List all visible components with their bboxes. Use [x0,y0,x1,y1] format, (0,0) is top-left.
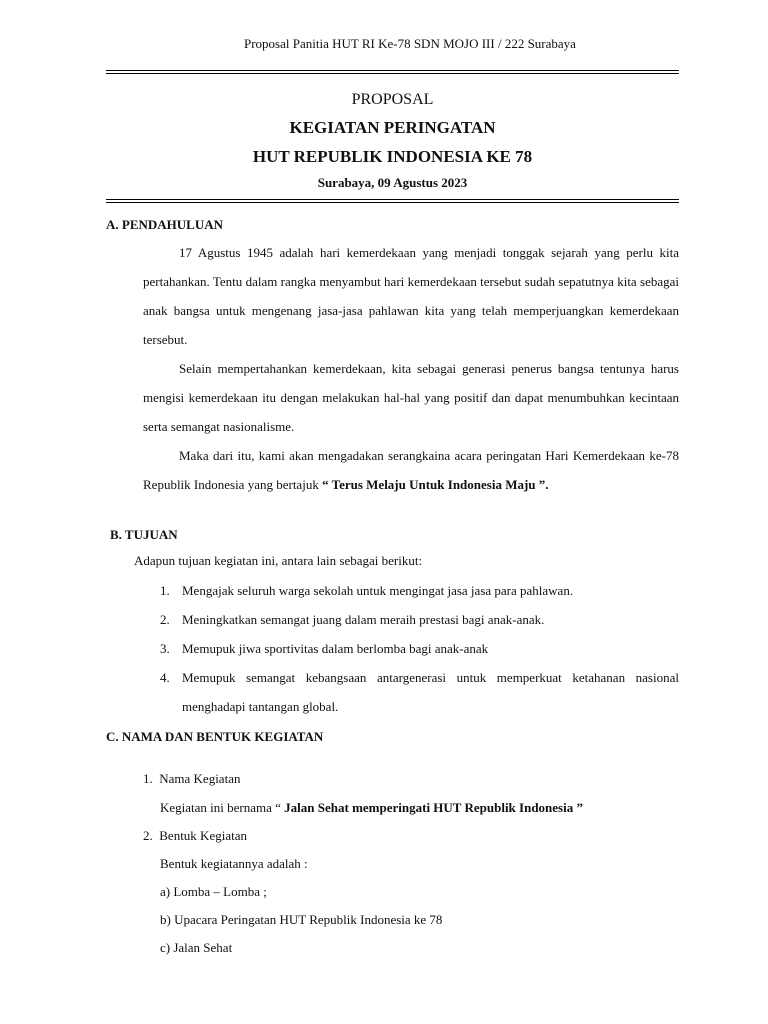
title-rule-bottom [106,202,679,203]
paragraph-3-text: Maka dari itu, kami akan mengadakan serangkaina acara peringatan Hari Kemerdekaan ke-78 Republik Indonesia yang bertajuk [143,448,679,492]
list-item: 4. Memupuk semangat kebangsaan antargenerasi untuk memperkuat ketahanan nasional menghadapi tantangan global. [160,670,679,714]
section-a-heading: A. PENDAHULUAN [106,217,223,232]
list-item: c) Jalan Sehat [160,940,233,955]
list-item: 3. Memupuk jiwa sportivitas dalam berlomba bagi anak-anak [160,641,489,656]
title-rule-top [106,199,679,200]
header-rule-bottom [106,73,679,74]
section-c-heading: C. NAMA DAN BENTUK KEGIATAN [106,729,324,744]
section-b-intro: Adapun tujuan kegiatan ini, antara lain sebagai berikut: [134,553,423,568]
list-item: a) Lomba – Lomba ; [160,884,267,899]
list-item: 1. Mengajak seluruh warga sekolah untuk mengingat jasa jasa para pahlawan. [160,583,574,598]
paragraph-1: 17 Agustus 1945 adalah hari kemerdekaan yang menjadi tonggak sejarah yang perlu kita pertahankan. Tentu dalam rangka menyambut hari kemerdekaan tersebut sudah sepatutnya kita sebagai anak bangsa untuk mengenang jasa-jasa pahlawan kita yang telah memperjuangkan kemerdekaan tersebut. [143,245,679,347]
paragraph-2: Selain mempertahankan kemerdekaan, kita sebagai generasi penerus bangsa tentunya harus mengisi kemerdekaan itu dengan melakukan hal-hal yang positif dan dapat menumbuhkan kecintaan serta semangat nasionalisme. [143,361,679,434]
objectives-list [160,576,679,721]
header-rule-top [106,70,679,71]
doc-date: Surabaya, 09 Agustus 2023 [317,175,468,190]
section-b-heading: B. TUJUAN [110,527,178,542]
running-header: Proposal Panitia HUT RI Ke-78 SDN MOJO III / 222 Surabaya [244,36,576,51]
paragraph-3 [143,441,679,499]
activity-form-label: 2. Bentuk Kegiatan [143,828,247,843]
list-item: 2. Meningkatkan semangat juang dalam meraih prestasi bagi anak-anak. [160,612,545,627]
activity-name-label: 1. Nama Kegiatan [143,771,241,786]
doc-subtitle: KEGIATAN PERINGATAN [289,118,496,137]
doc-subtitle-2: HUT REPUBLIK INDONESIA KE 78 [252,147,533,166]
doc-title: PROPOSAL [351,91,434,108]
event-theme: “ Terus Melaju Untuk Indonesia Maju ”. [322,477,549,492]
section-a-body [143,238,679,499]
activity-form-intro: Bentuk kegiatannya adalah : [160,856,308,871]
activity-name-bold: Jalan Sehat memperingati HUT Republik Indonesia ” [284,800,583,815]
list-item: b) Upacara Peringatan HUT Republik Indonesia ke 78 [160,912,443,927]
activity-name-text: Kegiatan ini bernama “ Jalan Sehat memperingati HUT Republik Indonesia ” [160,800,583,815]
